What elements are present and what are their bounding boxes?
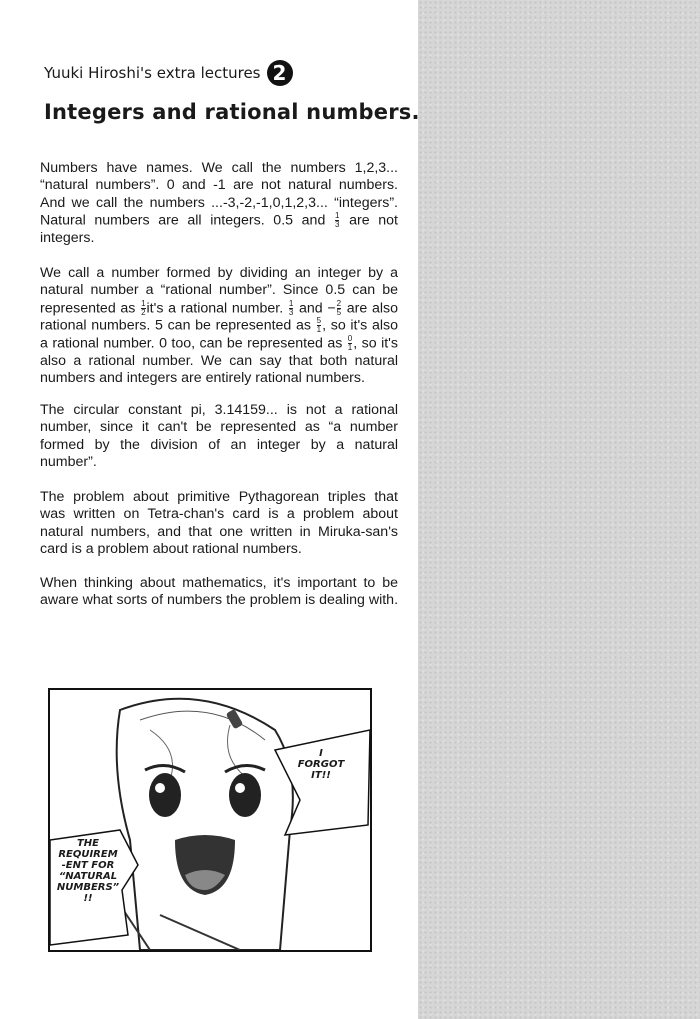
paragraph-2 — [40, 265, 398, 388]
numerator: 0 — [347, 334, 353, 344]
numerator: 1 — [288, 298, 294, 308]
speech-bubble-right: I FORGOT IT!! — [297, 748, 345, 781]
numerator: 5 — [316, 316, 322, 326]
fraction — [337, 300, 341, 317]
text: , so it's also a rational number. We can say that both natural numbers and integers are entirely rational numbers. — [40, 335, 398, 387]
text: and − — [298, 300, 336, 317]
speech-bubble-left: THE REQUIREM -ENT FOR “NATURAL NUMBERS” !! — [56, 838, 120, 904]
denominator: 1 — [316, 325, 322, 335]
denominator: 2 — [141, 307, 146, 317]
text: are not integers. — [40, 212, 398, 246]
paragraph-4: The problem about primitive Pythagorean triples that was written on Tetra-chan's card is a problem about natural numbers, and that one written in Miruka-san's card is a problem about rational numbers. — [40, 489, 398, 558]
text: are also rational numbers. 5 can be represented as — [40, 300, 398, 334]
gray-margin — [418, 0, 700, 1019]
series-label: Yuuki Hiroshi's extra lectures — [44, 64, 261, 82]
lecture-series-heading — [44, 60, 293, 86]
denominator: 3 — [335, 220, 340, 230]
text: it's a rational number. — [146, 300, 284, 317]
numerator: 1 — [141, 298, 146, 308]
fraction — [289, 300, 293, 317]
lecture-number-badge: 2 — [267, 60, 293, 86]
numerator: 1 — [335, 211, 340, 221]
denominator: 3 — [288, 307, 294, 317]
fraction — [317, 317, 321, 334]
character-illustration — [50, 690, 372, 952]
text: , so it's also a rational number. 0 too, can be represented as — [40, 317, 398, 352]
numerator: 2 — [336, 298, 342, 308]
denominator: 5 — [336, 307, 342, 317]
paragraph-3: The circular constant pi, 3.14159... is not a rational number, since it can't be represented as “a number formed by the division of an integer by a natural number”. — [40, 402, 398, 471]
fraction — [335, 212, 339, 229]
text: We call a number formed by dividing an integer by a natural number a “rational number”. Since 0.5 can be represented as — [40, 265, 398, 317]
text: Numbers have names. We call the numbers 1,2,3... “natural numbers”. 0 and -1 are not natural numbers. And we call the numbers ...-3,-2,-1,0,1,2,3... “integers”. Natural numbers are all integers. 0.5 and — [40, 160, 398, 229]
paragraph-5: When thinking about mathematics, it's important to be aware what sorts of numbers the problem is dealing with. — [40, 575, 399, 609]
paragraph-1 — [40, 160, 398, 247]
fraction — [348, 335, 352, 352]
manga-panel — [48, 688, 372, 952]
denominator: 1 — [347, 343, 353, 353]
page-title: Integers and rational numbers. — [44, 100, 420, 124]
fraction — [141, 300, 145, 317]
